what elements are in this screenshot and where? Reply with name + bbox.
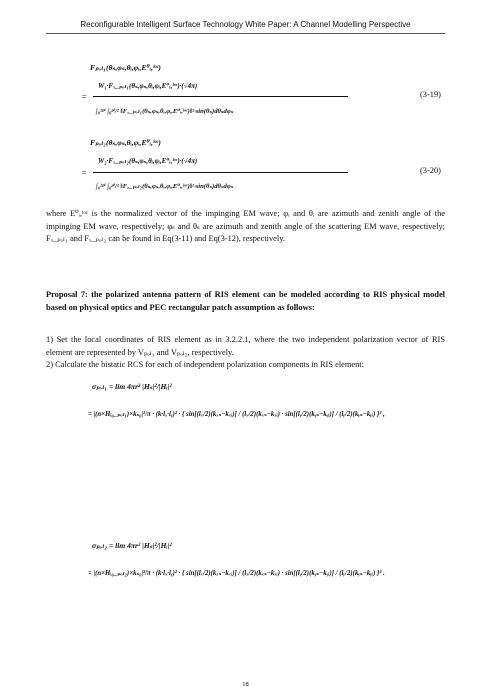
- step-1: 1) Set the local coordinates of RIS element as in 3.2.2.1, where the two independent polarization vector of RIS element are represented by Vₚₒₗ₁ and Vₚₒₗ₂, respectively.: [46, 335, 445, 357]
- eq319-number: (3-19): [420, 90, 441, 99]
- proposal-7: Proposal 7: the polarized antenna pattern of RIS element can be modeled according to RIS physical model based on physical optics and PEC rectangular patch assumption as follows:: [46, 290, 445, 312]
- rcs1-lhs: σₚₒₗ₁ = lim 4πr² |Hₛ|²/|Hᵢ|²: [92, 382, 172, 391]
- header-divider: [46, 33, 445, 34]
- where-paragraph: where E⁰ᵢ,ˡᵒᶜ is the normalized vector of the impinging EM wave; φᵢ and θᵢ are azimuth and zenith angle of the impinging EM wave, respectively; φₛ and θₛ are azimuth and zenith angle of the scattering EM wave, respectively; Fₓ_ₚₒₗ₁ and Fₓ_ₚₒₗ₂ can be found in Eq(3-11) and Eq(3-12), respectively.: [46, 209, 445, 243]
- step-2: 2) Calculate the bistatic RCS for each of independent polarization components in RIS element:: [46, 360, 364, 369]
- eq320-lhs: Fₚₒₗ₂(θₛ,φₛ,θᵢ,φᵢ,E⁰ᵢ,ˡᵒᶜ): [90, 138, 161, 147]
- eq319-numerator: W₁·Fₓ_ₚₒₗ₁(θₛ,φₛ,θᵢ,φᵢ,E⁰ᵢ,ˡᵒᶜ)·(√4π): [98, 82, 198, 90]
- eq320-fraction-bar: [93, 172, 348, 173]
- eq320-numerator: W₂·Fₓ_ₚₒₗ₂(θₛ,φₛ,θᵢ,φᵢ,E⁰ᵢ,ˡᵒᶜ)·(√4π): [98, 157, 198, 165]
- eq319-fraction-bar: [93, 96, 348, 97]
- eq320-number: (3-20): [420, 166, 441, 175]
- rcs1-rhs: = |(n×Hᵢ₀_ₚₒₗ₁)×kₛ₀|²/π · (k·lₓ·lᵧ)² · { sin[(lₓ/2)(kₓₛ−kₓᵢ)] / (lₓ/2)(kₓₛ−kₓᵢ) · sin[(lᵧ/2)(kᵧₛ−kᵧᵢ)] / (lᵧ/2)(kᵧₛ−kᵧᵢ) }² ,: [88, 411, 385, 418]
- rcs2-lhs: σₚₒₗ₂ = lim 4πr² |Hₛ|²/|Hᵢ|²: [92, 541, 172, 550]
- page-number: 18: [242, 681, 249, 688]
- rcs2-rhs: = |(n×Hᵢ₀_ₚₒₗ₂)×kₛ₀|²/π · (k·lₓ·lᵧ)² · { sin[(lₓ/2)(kₓₛ−kₓᵢ)] / (lₓ/2)(kₓₛ−kₓᵢ) · sin[(lᵧ/2)(kᵧₛ−kᵧᵢ)] / (lᵧ/2)(kᵧₛ−kᵧᵢ) }² .: [88, 570, 385, 577]
- eq319-denominator: ∫₀²ᵖⁱ ∫₀ᵖⁱ/² ‖Fₓ_ₚₒₗ₁(θₛ,φₛ,θᵢ,φᵢ,E⁰ᵢ,ˡᵒᶜ)‖²·sin(θₛ)dθₛdφₛ: [96, 108, 234, 115]
- eq320-denominator: ∫₀²ᵖⁱ ∫₀ᵖⁱ/² ‖Fₓ_ₚₒₗ₂(θₛ,φₛ,θᵢ,φᵢ,E⁰ᵢ,ˡᵒᶜ)‖²·sin(θₛ)dθₛdφₛ: [96, 183, 234, 190]
- eq319-lhs: Fₚₒₗ₁(θₛ,φₛ,θᵢ,φᵢ,E⁰ᵢ,ˡᵒᶜ): [90, 63, 161, 72]
- header-title: Reconfigurable Intelligent Surface Technology White Paper: A Channel Modelling Perspective: [80, 20, 411, 29]
